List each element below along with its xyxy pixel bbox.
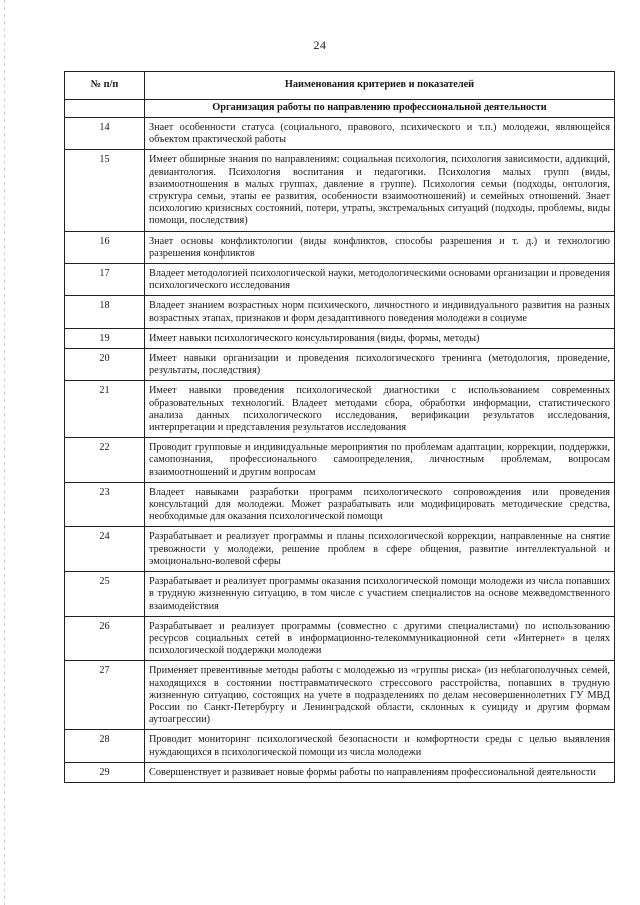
- header-number: № п/п: [65, 72, 145, 100]
- section-title: Организация работы по направлению профессиональной деятельности: [145, 100, 615, 118]
- row-criteria-text: Имеет навыки проведения психологической диагностики с использованием современных образовательных технологий. Владеет методами сбора, обработки информации, статистического анализа данных психологического исследования, верификации результатов исследования, интерпретации и представления результатов исследования: [145, 381, 615, 438]
- row-number: 24: [65, 527, 145, 572]
- row-criteria-text: Имеет навыки организации и проведения психологического тренинга (методология, проведение, результаты, последствия): [145, 349, 615, 381]
- row-number: 26: [65, 616, 145, 661]
- header-criteria: Наименования критериев и показателей: [145, 72, 615, 100]
- row-number: 22: [65, 438, 145, 483]
- table-row: [65, 438, 615, 483]
- table-row: [65, 118, 615, 150]
- table-row: [65, 616, 615, 661]
- row-criteria-text: Владеет знанием возрастных норм психического, личностного и индивидуального развития на разных возрастных этапах, признаков и форм дезадаптивного поведения молодежи в социуме: [145, 296, 615, 328]
- row-criteria-text: Применяет превентивные методы работы с молодежью из «группы риска» (из неблагополучных семей, находящихся в состоянии посттравматического стрессового расстройства, попавших в трудную жизненную ситуацию, состоящих на учете в подразделениях по делам несовершеннолетних ГУ МВД России по Санкт-Петербургу и Ленинградской области, склонных к суициду и другим формам аутоагрессии): [145, 661, 615, 730]
- row-criteria-text: Проводит групповые и индивидуальные мероприятия по проблемам адаптации, коррекции, поддержки, самопознания, профессионального самоопределения, личностным проблемам, вопросам взаимоотношений и другим вопросам: [145, 438, 615, 483]
- row-number: 25: [65, 572, 145, 617]
- row-criteria-text: Разрабатывает и реализует программы оказания психологической помощи молодежи из числа попавших в трудную жизненную ситуацию, в том числе с участием специалистов на основе межведомственного взаимодействия: [145, 572, 615, 617]
- row-criteria-text: Разрабатывает и реализует программы и планы психологической коррекции, направленные на снятие тревожности у молодежи, решение проблем в сфере общения, развитие интеллектуальной и эмоционально-волевой сферы: [145, 527, 615, 572]
- table-row: [65, 572, 615, 617]
- row-criteria-text: Знает особенности статуса (социального, правового, психического и т.п.) молодежи, являющейся объектом практической работы: [145, 118, 615, 150]
- section-row: [65, 100, 615, 118]
- table-header-row: [65, 72, 615, 100]
- row-number: 27: [65, 661, 145, 730]
- table-row: [65, 150, 615, 231]
- table-row: [65, 264, 615, 296]
- table-row: [65, 482, 615, 527]
- table-row: [65, 762, 615, 782]
- row-criteria-text: Имеет навыки психологического консультирования (виды, формы, методы): [145, 328, 615, 348]
- table-row: [65, 349, 615, 381]
- row-number: 19: [65, 328, 145, 348]
- row-criteria-text: Знает основы конфликтологии (виды конфликтов, способы разрешения и т. д.) и технологию разрешения конфликтов: [145, 231, 615, 263]
- table-row: [65, 296, 615, 328]
- row-number: 21: [65, 381, 145, 438]
- row-number: 16: [65, 231, 145, 263]
- row-number: 14: [65, 118, 145, 150]
- page-number: 24: [313, 38, 327, 52]
- row-number: 29: [65, 762, 145, 782]
- section-spacer: [65, 100, 145, 118]
- row-criteria-text: Совершенствует и развивает новые формы работы по направлениям профессиональной деятельности: [145, 762, 615, 782]
- table-row: [65, 527, 615, 572]
- row-number: 17: [65, 264, 145, 296]
- criteria-table: [64, 71, 615, 783]
- row-number: 28: [65, 730, 145, 762]
- table-row: [65, 328, 615, 348]
- row-number: 18: [65, 296, 145, 328]
- row-criteria-text: Разрабатывает и реализует программы (совместно с другими специалистами) по использованию ресурсов социальных сетей в информационно-телекоммуникационной сети «Интернет» в целях психологической поддержки молодежи: [145, 616, 615, 661]
- scan-edge-line: [4, 0, 5, 905]
- table-row: [65, 231, 615, 263]
- table-row: [65, 730, 615, 762]
- row-criteria-text: Проводит мониторинг психологической безопасности и комфортности среды с целью выявления нуждающихся в психологической помощи из числа молодежи: [145, 730, 615, 762]
- row-number: 20: [65, 349, 145, 381]
- row-number: 15: [65, 150, 145, 231]
- row-criteria-text: Владеет методологией психологической науки, методологическими основами организации и проведения психологического исследования: [145, 264, 615, 296]
- table-row: [65, 661, 615, 730]
- row-criteria-text: Владеет навыками разработки программ психологического сопровождения или проведения консультаций для молодежи. Может разрабатывать или модифицировать методические средства, необходимые для оказания психологической помощи: [145, 482, 615, 527]
- row-criteria-text: Имеет обширные знания по направлениям: социальная психология, психология зависимости, аддикций, девиантология. Психология воспитания и педагогики. Психология малых групп (виды, взаимоотношения в малых группах, давление в группе). Психология семьи (подходы, онтология, структура семьи, этапы ее развития, особенности взаимоотношений) и семейных отношений. Знает психологию кризисных состояний, потери, утраты, экстремальных ситуаций (подходы, проблемы, виды помощи, последствия): [145, 150, 615, 231]
- table-row: [65, 381, 615, 438]
- row-number: 23: [65, 482, 145, 527]
